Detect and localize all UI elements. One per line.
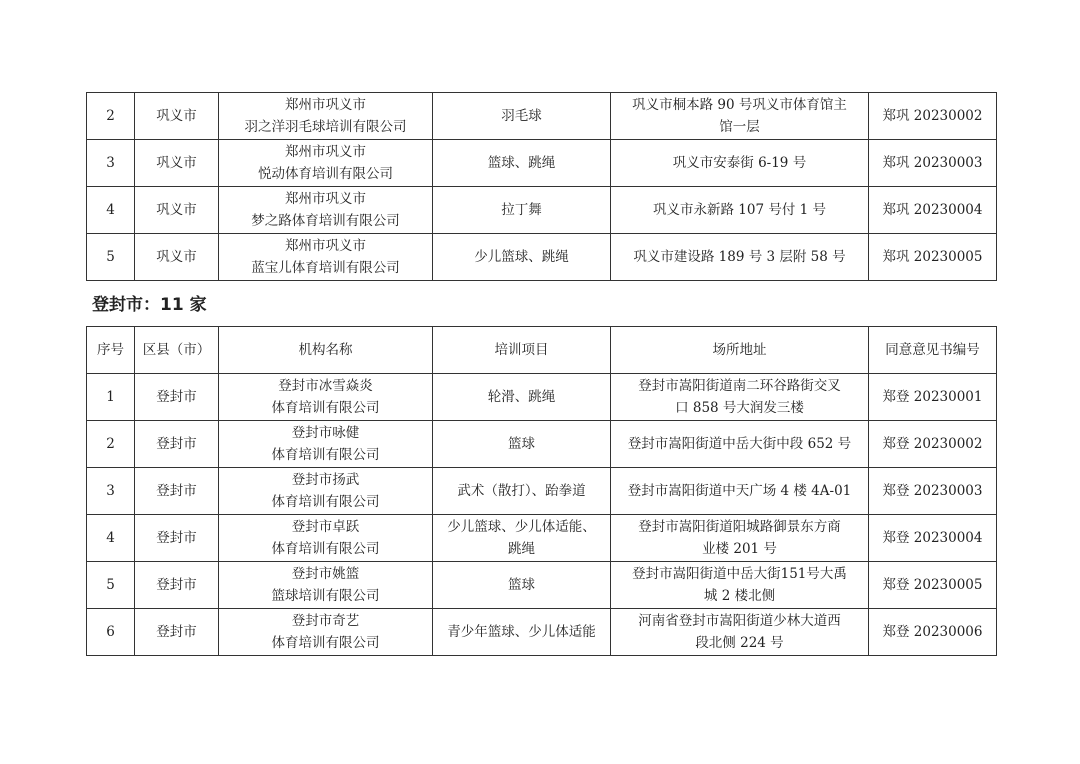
cell-venue-address-line: 巩义市永新路 107 号付 1 号 xyxy=(652,202,827,218)
cell-institution-name xyxy=(219,140,433,187)
cell-venue-address xyxy=(611,93,869,140)
cell-venue-address xyxy=(611,374,869,421)
cell-institution-name-line: 登封市奇艺 xyxy=(291,613,360,629)
cell-institution-name-line: 登封市卓跃 xyxy=(291,519,360,535)
cell-venue-address-line: 业楼 201 号 xyxy=(702,541,777,557)
cell-institution-name-line: 体育培训有限公司 xyxy=(271,400,380,416)
cell-venue-address-line: 段北侧 224 号 xyxy=(695,635,784,651)
cell-venue-address-line: 巩义市桐本路 90 号巩义市体育馆主 xyxy=(632,97,847,113)
cell-institution-name-line: 登封市姚篮 xyxy=(291,566,360,582)
cell-serial-number: 1 xyxy=(87,374,135,421)
cell-approval-number: 郑巩 20230005 xyxy=(869,234,997,281)
table-row xyxy=(87,187,997,234)
header-approval-number: 同意意见书编号 xyxy=(869,327,997,374)
cell-venue-address-line: 城 2 楼北侧 xyxy=(703,588,776,604)
header-institution-name: 机构名称 xyxy=(219,327,433,374)
cell-training-project-line: 青少年篮球、少儿体适能 xyxy=(447,624,596,640)
cell-serial-number: 5 xyxy=(87,562,135,609)
cell-training-project xyxy=(433,187,611,234)
cell-district: 登封市 xyxy=(135,609,219,656)
cell-institution-name xyxy=(219,515,433,562)
cell-serial-number: 6 xyxy=(87,609,135,656)
cell-training-project-line: 篮球、跳绳 xyxy=(487,155,556,171)
cell-training-project-line: 羽毛球 xyxy=(501,108,542,124)
cell-serial-number: 4 xyxy=(87,187,135,234)
cell-training-project xyxy=(433,93,611,140)
cell-venue-address xyxy=(611,140,869,187)
cell-training-project xyxy=(433,421,611,468)
cell-venue-address-line: 巩义市建设路 189 号 3 层附 58 号 xyxy=(633,249,846,265)
cell-approval-number: 郑巩 20230004 xyxy=(869,187,997,234)
cell-venue-address xyxy=(611,421,869,468)
cell-approval-number: 郑登 20230001 xyxy=(869,374,997,421)
cell-institution-name-line: 郑州市巩义市 xyxy=(285,144,366,160)
table-row xyxy=(87,234,997,281)
cell-venue-address xyxy=(611,468,869,515)
cell-approval-number: 郑登 20230004 xyxy=(869,515,997,562)
cell-institution-name xyxy=(219,421,433,468)
cell-district: 巩义市 xyxy=(135,93,219,140)
section-heading-dengfeng: 登封市：11 家 xyxy=(92,295,207,315)
dengfeng-institutions-table xyxy=(86,326,997,656)
cell-training-project xyxy=(433,562,611,609)
cell-district: 登封市 xyxy=(135,468,219,515)
cell-training-project-line: 拉丁舞 xyxy=(501,202,542,218)
gongyi-table-body xyxy=(87,93,997,281)
table-row xyxy=(87,609,997,656)
cell-training-project xyxy=(433,515,611,562)
table-header-row xyxy=(87,327,997,374)
table-row xyxy=(87,421,997,468)
table-row xyxy=(87,140,997,187)
cell-institution-name-line: 悦动体育培训有限公司 xyxy=(258,166,393,182)
cell-venue-address-line: 登封市嵩阳街道南二环谷路街交叉 xyxy=(638,378,841,394)
cell-institution-name xyxy=(219,234,433,281)
cell-approval-number: 郑登 20230005 xyxy=(869,562,997,609)
cell-serial-number: 5 xyxy=(87,234,135,281)
cell-venue-address-line: 登封市嵩阳街道中天广场 4 楼 4A-01 xyxy=(627,483,852,499)
cell-training-project-line: 篮球 xyxy=(508,577,535,593)
header-venue-address: 场所地址 xyxy=(611,327,869,374)
cell-institution-name-line: 登封市冰雪焱炎 xyxy=(278,378,373,394)
cell-venue-address-line: 登封市嵩阳街道阳城路御景东方商 xyxy=(638,519,841,535)
cell-institution-name-line: 羽之洋羽毛球培训有限公司 xyxy=(244,119,407,135)
cell-district: 巩义市 xyxy=(135,187,219,234)
cell-district: 登封市 xyxy=(135,562,219,609)
header-serial-number: 序号 xyxy=(87,327,135,374)
cell-institution-name xyxy=(219,609,433,656)
cell-training-project xyxy=(433,374,611,421)
table-row xyxy=(87,468,997,515)
cell-serial-number: 3 xyxy=(87,468,135,515)
cell-institution-name-line: 登封市咏健 xyxy=(291,425,360,441)
header-district: 区县（市） xyxy=(135,327,219,374)
cell-training-project-line: 少儿篮球、跳绳 xyxy=(474,249,569,265)
cell-serial-number: 4 xyxy=(87,515,135,562)
cell-institution-name-line: 登封市扬武 xyxy=(291,472,360,488)
cell-training-project xyxy=(433,609,611,656)
cell-serial-number: 3 xyxy=(87,140,135,187)
cell-institution-name-line: 体育培训有限公司 xyxy=(271,494,380,510)
cell-serial-number: 2 xyxy=(87,421,135,468)
cell-venue-address xyxy=(611,609,869,656)
cell-institution-name-line: 郑州市巩义市 xyxy=(285,238,366,254)
cell-approval-number: 郑登 20230003 xyxy=(869,468,997,515)
cell-venue-address-line: 巩义市安泰街 6-19 号 xyxy=(672,155,807,171)
cell-institution-name-line: 体育培训有限公司 xyxy=(271,635,380,651)
table-row xyxy=(87,515,997,562)
cell-venue-address xyxy=(611,187,869,234)
gongyi-institutions-table xyxy=(86,92,997,281)
cell-training-project-line: 少儿篮球、少儿体适能、 xyxy=(447,519,596,535)
cell-venue-address-line: 馆一层 xyxy=(719,119,760,135)
cell-institution-name xyxy=(219,374,433,421)
cell-institution-name xyxy=(219,562,433,609)
cell-training-project-line: 武术（散打）、跆拳道 xyxy=(457,483,586,499)
cell-district: 巩义市 xyxy=(135,140,219,187)
cell-training-project-line: 跳绳 xyxy=(508,541,535,557)
cell-approval-number: 郑巩 20230003 xyxy=(869,140,997,187)
header-training-project: 培训项目 xyxy=(433,327,611,374)
cell-institution-name-line: 郑州市巩义市 xyxy=(285,191,366,207)
cell-training-project-line: 轮滑、跳绳 xyxy=(487,389,556,405)
table-row xyxy=(87,374,997,421)
cell-district: 巩义市 xyxy=(135,234,219,281)
cell-institution-name xyxy=(219,187,433,234)
table-row xyxy=(87,93,997,140)
cell-venue-address-line: 口 858 号大润发三楼 xyxy=(675,400,804,416)
cell-institution-name-line: 体育培训有限公司 xyxy=(271,541,380,557)
cell-district: 登封市 xyxy=(135,515,219,562)
cell-venue-address-line: 河南省登封市嵩阳街道少林大道西 xyxy=(638,613,841,629)
cell-venue-address xyxy=(611,234,869,281)
cell-training-project xyxy=(433,468,611,515)
cell-training-project xyxy=(433,234,611,281)
cell-institution-name-line: 蓝宝儿体育培训有限公司 xyxy=(251,260,400,276)
cell-venue-address-line: 登封市嵩阳街道中岳大街151号大禹 xyxy=(632,566,847,582)
cell-venue-address xyxy=(611,562,869,609)
cell-venue-address-line: 登封市嵩阳街道中岳大街中段 652 号 xyxy=(627,436,852,452)
dengfeng-table-body xyxy=(87,374,997,656)
cell-institution-name-line: 篮球培训有限公司 xyxy=(271,588,380,604)
cell-district: 登封市 xyxy=(135,374,219,421)
cell-institution-name-line: 体育培训有限公司 xyxy=(271,447,380,463)
cell-district: 登封市 xyxy=(135,421,219,468)
cell-approval-number: 郑登 20230002 xyxy=(869,421,997,468)
cell-training-project-line: 篮球 xyxy=(508,436,535,452)
cell-approval-number: 郑巩 20230002 xyxy=(869,93,997,140)
cell-venue-address xyxy=(611,515,869,562)
cell-serial-number: 2 xyxy=(87,93,135,140)
cell-institution-name-line: 梦之路体育培训有限公司 xyxy=(251,213,400,229)
cell-institution-name xyxy=(219,468,433,515)
table-row xyxy=(87,562,997,609)
cell-institution-name xyxy=(219,93,433,140)
cell-training-project xyxy=(433,140,611,187)
cell-institution-name-line: 郑州市巩义市 xyxy=(285,97,366,113)
cell-approval-number: 郑登 20230006 xyxy=(869,609,997,656)
